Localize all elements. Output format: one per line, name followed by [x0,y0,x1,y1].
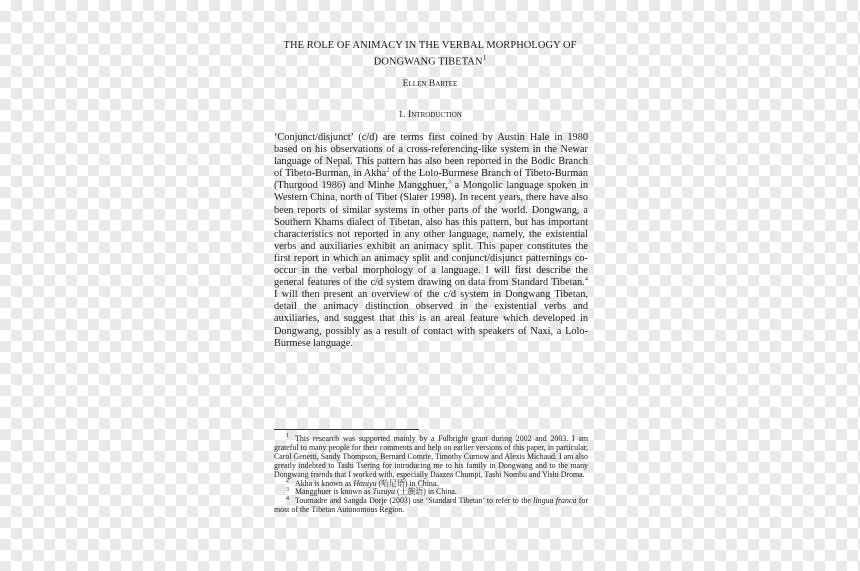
footnote-rule [274,429,419,430]
footnote-text: Mangghuer is known as [295,487,373,497]
body-text-segment: a Mongolic language spoken in Western China, north of Tibet (Slater 1998). In recent years, there have also been reports of similar systems in other parts of the world. Dongwang, a Southern Khams dialect of Tibetan, also has this pattern, but has important characteristics not reported in any other language, namely, the existential verbs and auxiliaries exhibit an animacy split. This paper constitutes the first report in which an animacy split and conjunct/disjunct patternings co-occur in the verbal morphology of a language. I will first describe the general features of the c/d system drawing on data from Standard Tibetan. [274,180,588,289]
footnote-text: (哈尼语) in China. [376,478,439,488]
footnote-text: Tuzuyu [372,487,395,497]
paper-title [240,40,620,68]
footnote-ref: 3 [447,178,451,186]
footnote-text: (土族语) in China. [394,487,457,497]
footnote-number: 1 [286,433,289,440]
footnote-ref: 4 [584,275,588,283]
footnote-number: 4 [286,495,289,502]
footnote-text: Akha is known as [295,478,354,488]
footnote-text: Tournadre and Sangda Dorje (2003) use ‘Standard Tibetan’ to refer to the [295,496,534,506]
footnote-4 [274,497,588,515]
footnote-ref: 2 [386,166,390,174]
body-paragraph [274,132,588,350]
body-text-segment: ‘Conjunct/disjunct’ (c/d) are terms first coined by Austin Hale in 1980 based on his observations of a cross-referencing-like system in the Newar language of Nepal. This pattern has also been reported in the Bodic Branch of Tibeto-Burman, in Akha [274,132,588,180]
section-heading: 1. Introduction [398,109,462,120]
footnote-number: 3 [286,486,289,493]
footnote-text: lingua franca [533,496,577,506]
footnotes [274,435,588,515]
title-footnote-ref: 1 [482,54,487,62]
title-line-2 [240,52,620,68]
body-text-segment: I will then present an overview of the c/d system in Dongwang Tibetan, detail the animacy distinction observed in the existential verbs and auxiliaries, and suggest that this is an areal feature which developed in Dongwang, possibly as a result of contact with speakers of Naxi, a Lolo-Burmese language. [274,289,588,349]
body-text-segment: of the Lolo-Burmese Branch of Tibeto-Burman (Thurgood 1986) and Minhe Mangghuer, [274,168,588,192]
footnote-text: Haniyu [353,478,377,488]
title-line-2-text: DONGWANG TIBETAN [373,56,483,68]
title-line-1: THE ROLE OF ANIMACY IN THE VERBAL MORPHOLOGY OF [283,40,577,51]
footnote-text: for most of the Tibetan Autonomous Region. [274,496,588,515]
footnote-number: 2 [286,477,289,484]
author-name: Ellen Bartee [402,78,458,89]
footnote-text: This research was supported mainly by a Fulbright grant during 2002 and 2003. I am grateful to many people for their comments and help on earlier versions of this paper, in particular, Carol Genetti, Sandy Thompson, Bernard Comrie, Timothy Curnow and Alexis Michaud. I am also greatly indebted to Tashi Tsering for introducing me to his family in Dongwang and to the many Dongwang friends that I worked with, especially Daazea Chumpi, Tashi Nombu and Yishi Droma. [274,434,588,479]
footnote-1 [274,435,588,480]
